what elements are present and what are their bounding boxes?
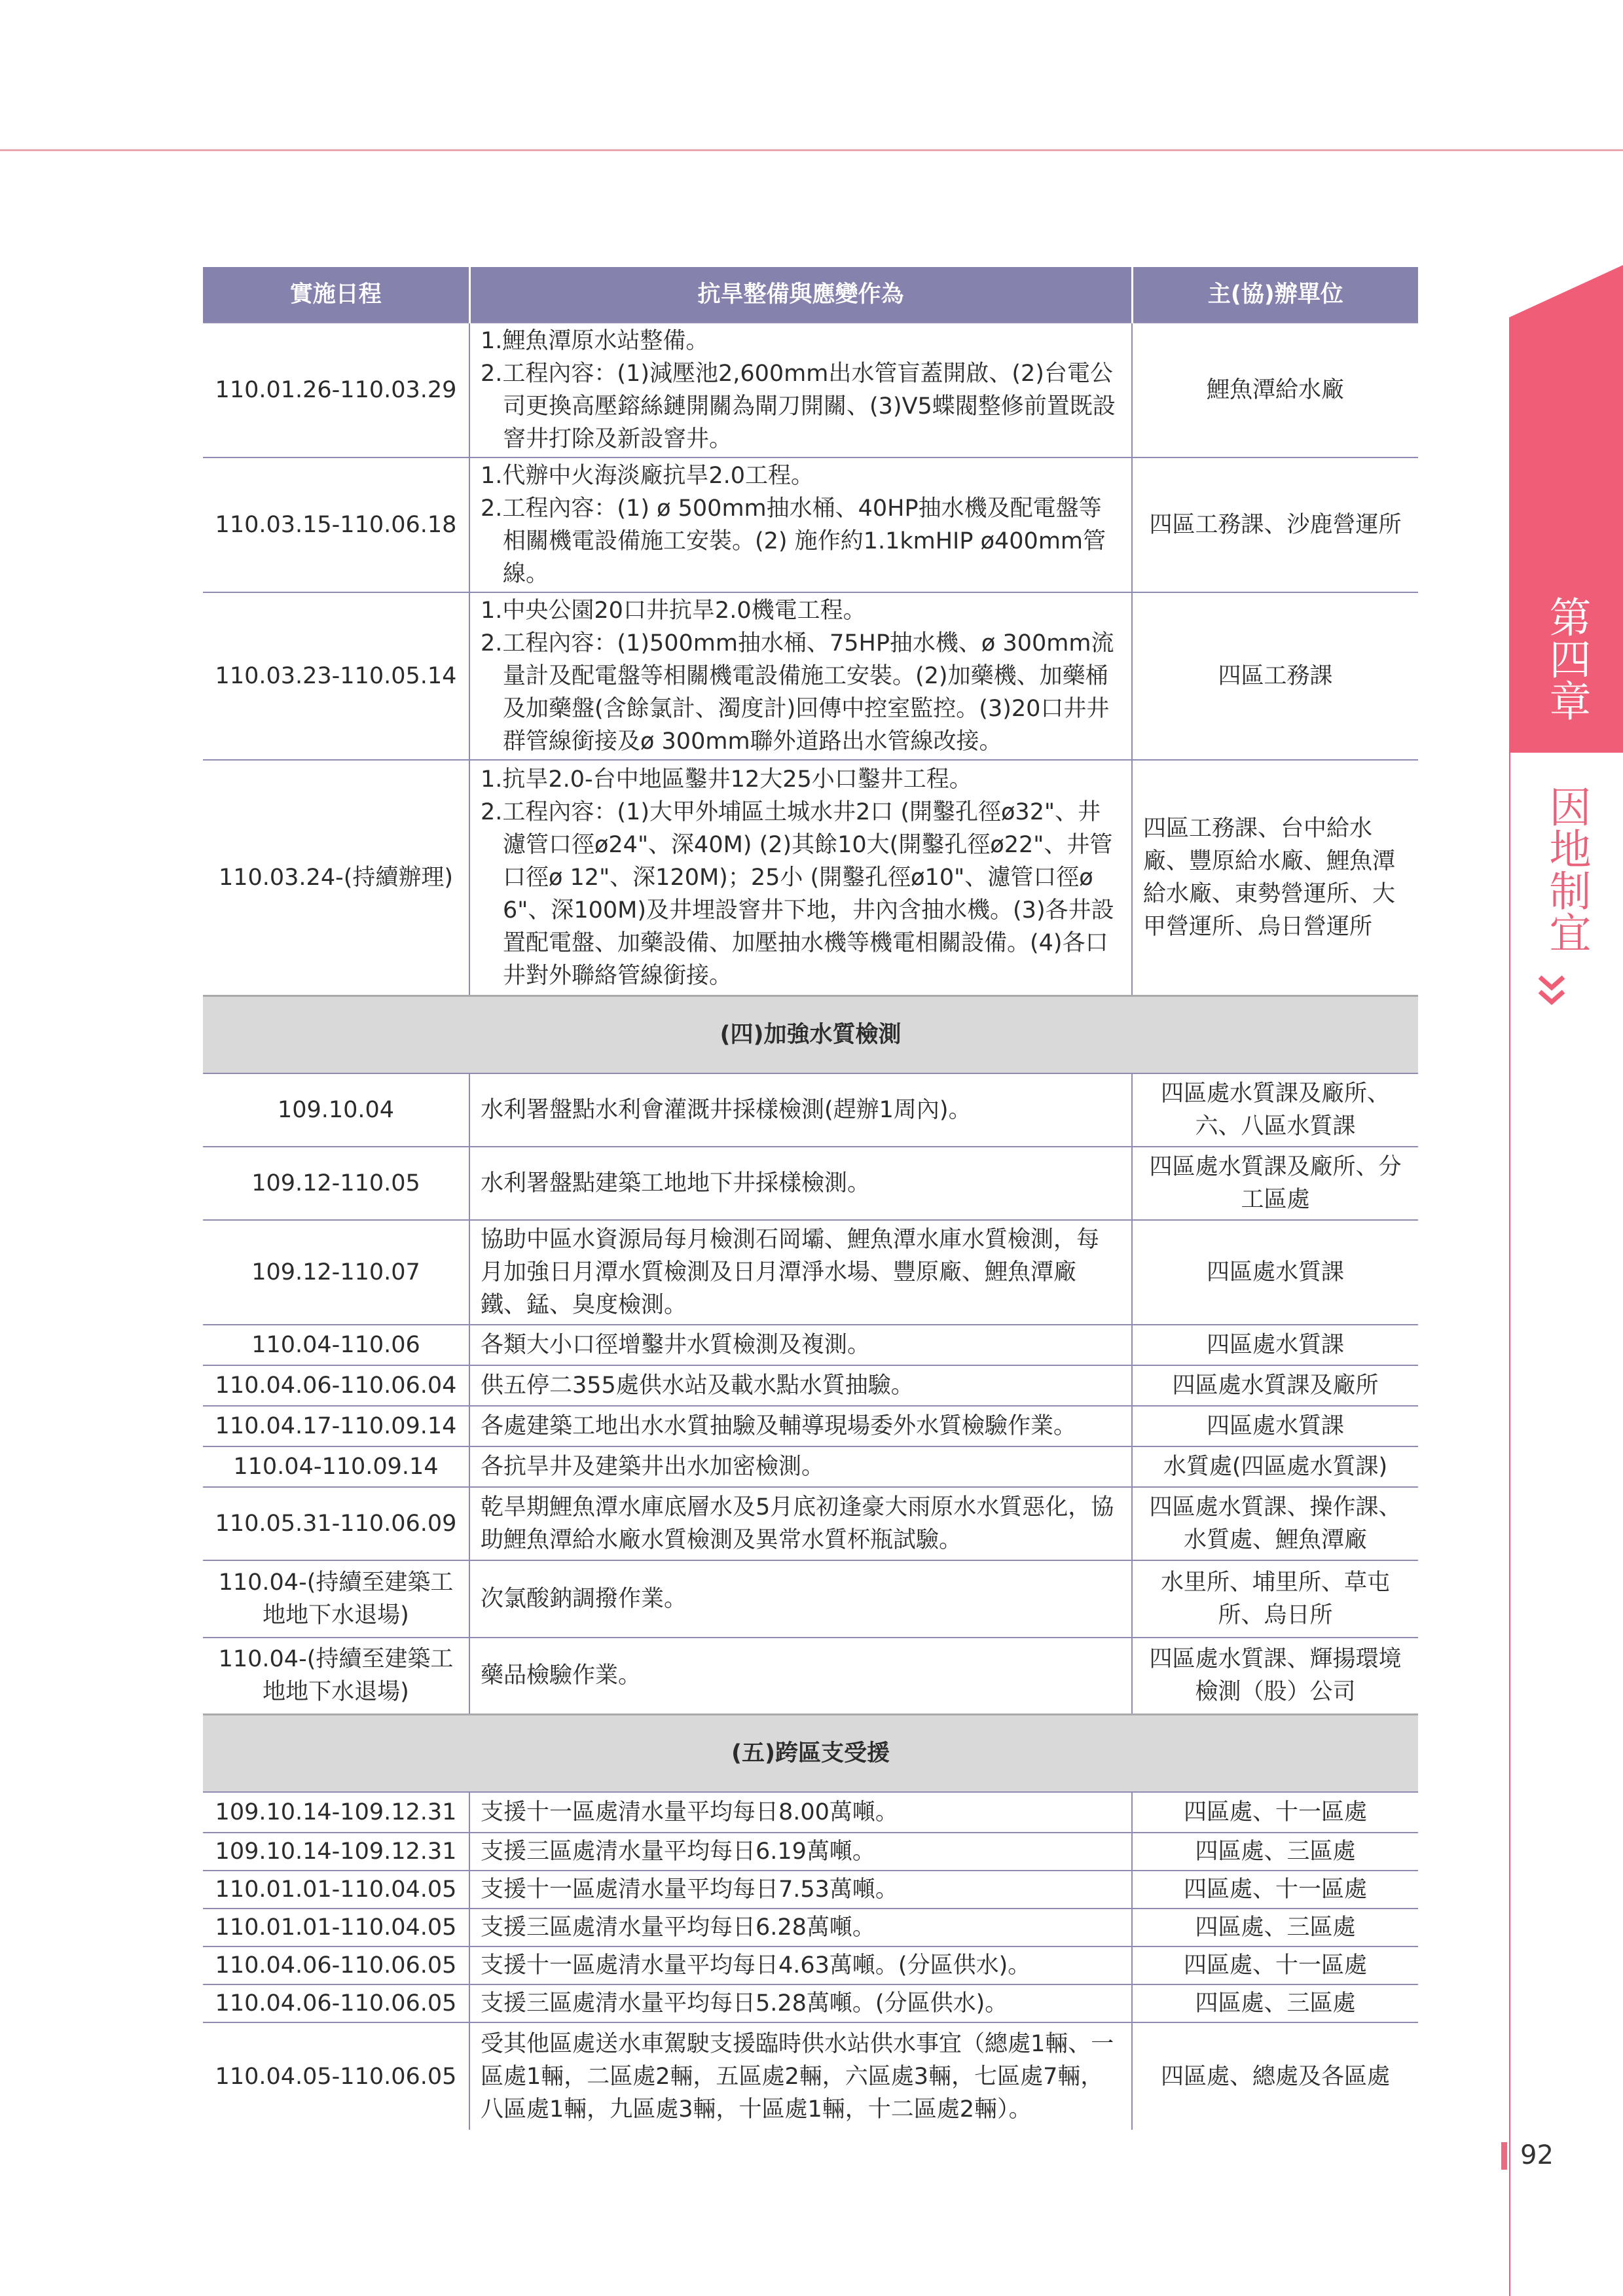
row-unit: 四區處、十一區處 xyxy=(1132,1792,1418,1833)
row-action: 各類大小口徑增鑿井水質檢測及複測。 xyxy=(469,1325,1132,1365)
table-header-row xyxy=(203,267,1418,323)
page-number-marker xyxy=(1501,2142,1507,2170)
row-date: 110.04.06-110.06.05 xyxy=(203,1984,469,2022)
row-action: 受其他區處送水車駕駛支援臨時供水站供水事宜（總處1輛、一區處1輛，二區處2輛，五區處2輛，六區處3輛，七區處7輛，八區處1輛，九區處3輛，十區處1輛，十二區處2輛）。 xyxy=(469,2022,1132,2130)
row-action: 支援十一區處清水量平均每日4.63萬噸。(分區供水)。 xyxy=(469,1946,1132,1984)
row-date: 110.01.01-110.04.05 xyxy=(203,1871,469,1909)
row-unit: 四區處水質課、操作課、水質處、鯉魚潭廠 xyxy=(1132,1487,1418,1560)
row-unit: 四區處、總處及各區處 xyxy=(1160,2063,1390,2090)
table-row xyxy=(203,1909,1418,1946)
row-date: 109.12-110.05 xyxy=(203,1147,469,1220)
row-unit: 四區工務課 xyxy=(1132,592,1418,760)
page-number: 92 xyxy=(1520,2140,1554,2170)
table-row xyxy=(203,592,1418,760)
section-water-quality: (四)加強水質檢測 xyxy=(203,996,1418,1073)
section-row xyxy=(203,1715,1418,1793)
row-action: 1.鯉魚潭原水站整備。 2.工程內容：(1)減壓池2,600mm出水管盲蓋開啟、(2)台電公司更換高壓鎔絲鏈開關為閘刀開關、(3)V5蝶閥整修前置既設窨井打除及新設窨井。 xyxy=(469,323,1132,457)
table-row xyxy=(203,1325,1418,1365)
table-row xyxy=(203,323,1418,457)
row-unit: 水質處(四區處水質課) xyxy=(1132,1446,1418,1487)
row-date: 109.10.14-109.12.31 xyxy=(203,1792,469,1833)
chapter-tab-shape xyxy=(1509,265,1623,2296)
row-date: 110.04-110.06 xyxy=(203,1325,469,1365)
row-action: 1.抗旱2.0-台中地區鑿井12大25小口鑿井工程。 2.工程內容：(1)大甲外埔區土城水井2口 (開鑿孔徑ø32"、井濾管口徑ø24"、深40M) (2)其餘10大(開鑿孔徑ø22"、井管口徑ø 12"、深120M)；25小 (開鑿孔徑ø10"、濾管口徑ø 6"、深100M)及井埋設窨井下地，井內含抽水機。(3)各井設置配電盤、加藥設備、加壓抽水機等機電相關設備。(4)各口井對外聯絡管線銜接。 xyxy=(469,760,1132,996)
row-unit: 四區工務課、台中給水廠、豐原給水廠、鯉魚潭給水廠、東勢營運所、大甲營運所、烏日營運所 xyxy=(1132,760,1418,996)
row-date: 110.03.24-(持續辦理) xyxy=(203,760,469,996)
row-date: 110.04.06-110.06.05 xyxy=(203,1946,469,1984)
table-row xyxy=(203,1946,1418,1984)
header-date: 實施日程 xyxy=(203,267,469,323)
row-unit: 四區工務課、沙鹿營運所 xyxy=(1132,457,1418,592)
header-action: 抗旱整備與應變作為 xyxy=(469,267,1132,323)
row-action: 各抗旱井及建築井出水加密檢測。 xyxy=(469,1446,1132,1487)
row-date: 110.04.17-110.09.14 xyxy=(203,1406,469,1446)
row-action: 支援十一區處清水量平均每日8.00萬噸。 xyxy=(469,1792,1132,1833)
row-date: 109.10.14-109.12.31 xyxy=(203,1833,469,1871)
header-unit: 主(協)辦單位 xyxy=(1132,267,1418,323)
row-unit: 四區處、三區處 xyxy=(1132,1909,1418,1946)
table-row xyxy=(203,760,1418,996)
row-action: 水利署盤點建築工地地下井採樣檢測。 xyxy=(469,1147,1132,1220)
top-rule xyxy=(0,149,1623,151)
row-date: 110.04.06-110.06.04 xyxy=(203,1365,469,1406)
row-date: 109.12-110.07 xyxy=(203,1220,469,1325)
drought-response-table xyxy=(203,267,1418,2130)
row-date: 110.04.05-110.06.05 xyxy=(203,2022,469,2130)
row-unit: 四區處水質課 xyxy=(1132,1220,1418,1325)
table-row xyxy=(203,1560,1418,1638)
table-row xyxy=(203,1792,1418,1833)
row-action: 供五停二355處供水站及載水點水質抽驗。 xyxy=(469,1365,1132,1406)
row-date: 110.04-(持續至建築工地地下水退場) xyxy=(203,1560,469,1638)
table-row xyxy=(203,1984,1418,2022)
section-cross-region: (五)跨區支受援 xyxy=(203,1715,1418,1793)
row-action: 水利署盤點水利會灌溉井採樣檢測(趕辦1周內)。 xyxy=(469,1073,1132,1147)
row-date: 110.05.31-110.06.09 xyxy=(203,1487,469,1560)
row-date: 110.03.23-110.05.14 xyxy=(203,592,469,760)
row-action: 1.代辦中火海淡廠抗旱2.0工程。 2.工程內容：(1) ø 500mm抽水桶、40HP抽水機及配電盤等相關機電設備施工安裝。(2) 施作約1.1kmHIP ø400mm管線。 xyxy=(469,457,1132,592)
row-unit: 四區處、十一區處 xyxy=(1132,1871,1418,1909)
row-date: 110.01.01-110.04.05 xyxy=(203,1909,469,1946)
row-action: 支援三區處清水量平均每日6.19萬噸。 xyxy=(469,1833,1132,1871)
table-row xyxy=(203,1073,1418,1147)
row-action: 協助中區水資源局每月檢測石岡壩、鯉魚潭水庫水質檢測，每月加強日月潭水質檢測及日月潭淨水場、豐原廠、鯉魚潭廠鐵、錳、臭度檢測。 xyxy=(469,1220,1132,1325)
row-action: 乾旱期鯉魚潭水庫底層水及5月底初逢豪大雨原水水質惡化，協助鯉魚潭給水廠水質檢測及異常水質杯瓶試驗。 xyxy=(469,1487,1132,1560)
table-row xyxy=(203,457,1418,592)
row-unit: 四區處水質課及廠所 xyxy=(1132,1365,1418,1406)
section-row xyxy=(203,996,1418,1073)
row-unit: 四區處水質課 xyxy=(1132,1325,1418,1365)
row-unit: 鯉魚潭給水廠 xyxy=(1132,323,1418,457)
row-date: 109.10.04 xyxy=(203,1073,469,1147)
chevron-down-icon xyxy=(1532,972,1571,1011)
table-row xyxy=(203,1871,1418,1909)
row-date: 110.04-110.09.14 xyxy=(203,1446,469,1487)
row-action: 各處建築工地出水水質抽驗及輔導現場委外水質檢驗作業。 xyxy=(469,1406,1132,1446)
row-unit: 四區處水質課及廠所、六、八區水質課 xyxy=(1132,1073,1418,1147)
row-unit: 四區處、三區處 xyxy=(1132,1984,1418,2022)
row-action: 次氯酸鈉調撥作業。 xyxy=(469,1560,1132,1638)
table-row xyxy=(203,2022,1418,2130)
table-row xyxy=(203,1487,1418,1560)
table-row xyxy=(203,1446,1418,1487)
row-date: 110.04-(持續至建築工地地下水退場) xyxy=(203,1638,469,1715)
table-row xyxy=(203,1365,1418,1406)
chapter-title: 因地制宜 xyxy=(1542,785,1591,953)
row-date: 110.03.15-110.06.18 xyxy=(203,457,469,592)
table-row xyxy=(203,1147,1418,1220)
table-row xyxy=(203,1638,1418,1715)
chapter-label: 第四章 xyxy=(1542,596,1591,721)
row-unit: 四區處水質課 xyxy=(1132,1406,1418,1446)
row-unit: 四區處、十一區處 xyxy=(1132,1946,1418,1984)
row-action: 支援十一區處清水量平均每日7.53萬噸。 xyxy=(469,1871,1132,1909)
table-row xyxy=(203,1220,1418,1325)
row-unit: 四區處、三區處 xyxy=(1132,1833,1418,1871)
row-action: 支援三區處清水量平均每日6.28萬噸。 xyxy=(469,1909,1132,1946)
table-row xyxy=(203,1833,1418,1871)
row-unit: 四區處水質課、輝揚環境檢測（股）公司 xyxy=(1132,1638,1418,1715)
row-unit: 四區處水質課及廠所、分工區處 xyxy=(1132,1147,1418,1220)
row-unit: 水里所、埔里所、草屯所、烏日所 xyxy=(1132,1560,1418,1638)
table-row xyxy=(203,1406,1418,1446)
row-date: 110.01.26-110.03.29 xyxy=(203,323,469,457)
row-action: 1.中央公園20口井抗旱2.0機電工程。 2.工程內容：(1)500mm抽水桶、75HP抽水機、ø 300mm流量計及配電盤等相關機電設備施工安裝。(2)加藥機、加藥桶及加藥盤(含餘氯計、濁度計)回傳中控室監控。(3)20口井井群管線銜接及ø 300mm聯外道路出水管線改接。 xyxy=(469,592,1132,760)
row-action: 支援三區處清水量平均每日5.28萬噸。(分區供水)。 xyxy=(469,1984,1132,2022)
row-action: 藥品檢驗作業。 xyxy=(469,1638,1132,1715)
